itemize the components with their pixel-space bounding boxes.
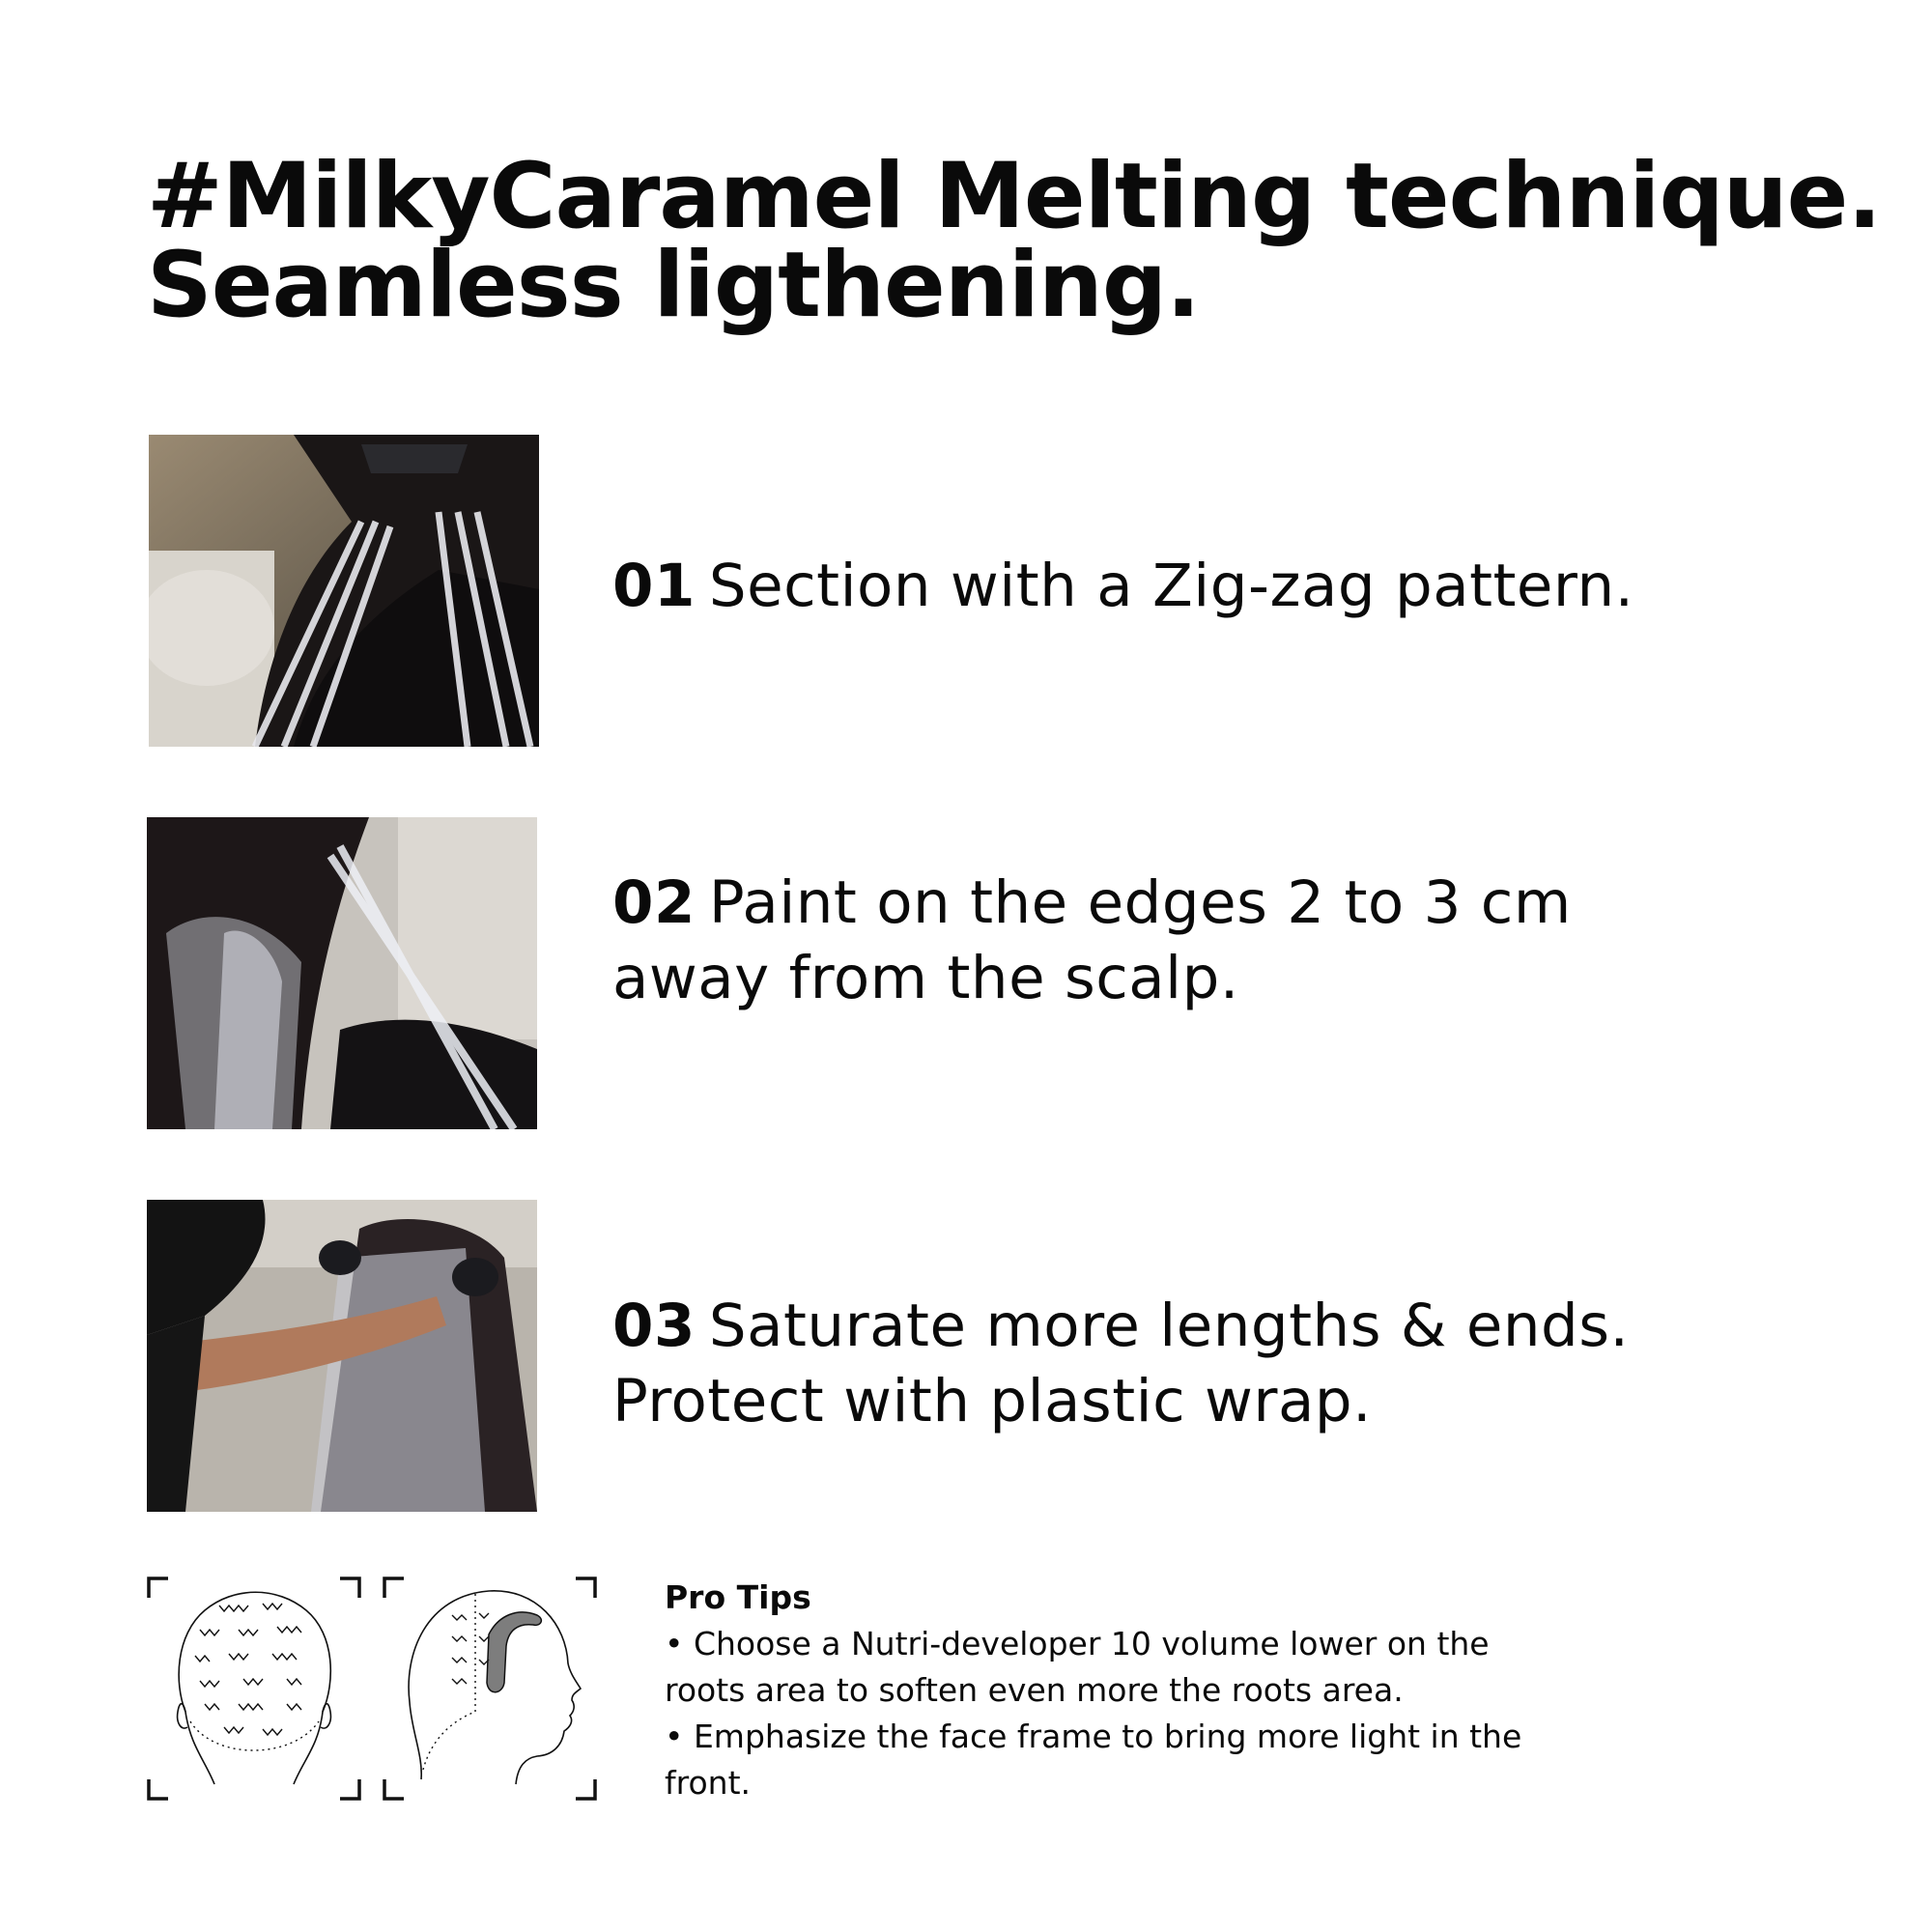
pro-tip-line-2: roots area to soften even more the roots area. xyxy=(665,1671,1404,1709)
step-3 xyxy=(612,1289,1820,1439)
step-1-number: 01 xyxy=(612,552,696,620)
step-1-line-1 xyxy=(612,549,1820,624)
step-1 xyxy=(612,549,1820,624)
pro-tip-line-3: • Emphasize the face frame to bring more light in the xyxy=(665,1718,1522,1755)
step-2-photo xyxy=(147,817,537,1129)
step-1-photo xyxy=(149,435,539,747)
title-line-2: Seamless ligthening. xyxy=(147,233,1200,338)
pro-tips xyxy=(665,1575,1650,1806)
title-line-1: #MilkyCaramel Melting technique. xyxy=(147,144,1882,249)
pro-tips-heading: Pro Tips xyxy=(665,1578,811,1616)
back-head-zigzag-diagram xyxy=(147,1577,361,1801)
pro-tip-line-4: front. xyxy=(665,1764,751,1802)
step-3-text-1: Saturate more lengths & ends. xyxy=(708,1292,1630,1360)
page-title xyxy=(147,144,1882,338)
step-2 xyxy=(612,866,1820,1016)
pro-tip-line-1: • Choose a Nutri-developer 10 volume lower on the xyxy=(665,1625,1490,1662)
step-2-line-2: away from the scalp. xyxy=(612,944,1239,1012)
step-1-text: Section with a Zig-zag pattern. xyxy=(708,552,1634,620)
side-head-faceframe-diagram xyxy=(383,1577,597,1801)
step-3-photo xyxy=(147,1200,537,1512)
step-3-line-1 xyxy=(612,1289,1820,1364)
step-2-line-1 xyxy=(612,866,1820,941)
step-3-line-2: Protect with plastic wrap. xyxy=(612,1367,1372,1435)
step-2-number: 02 xyxy=(612,868,696,937)
step-2-text-1: Paint on the edges 2 to 3 cm xyxy=(708,868,1572,937)
step-3-number: 03 xyxy=(612,1292,696,1360)
